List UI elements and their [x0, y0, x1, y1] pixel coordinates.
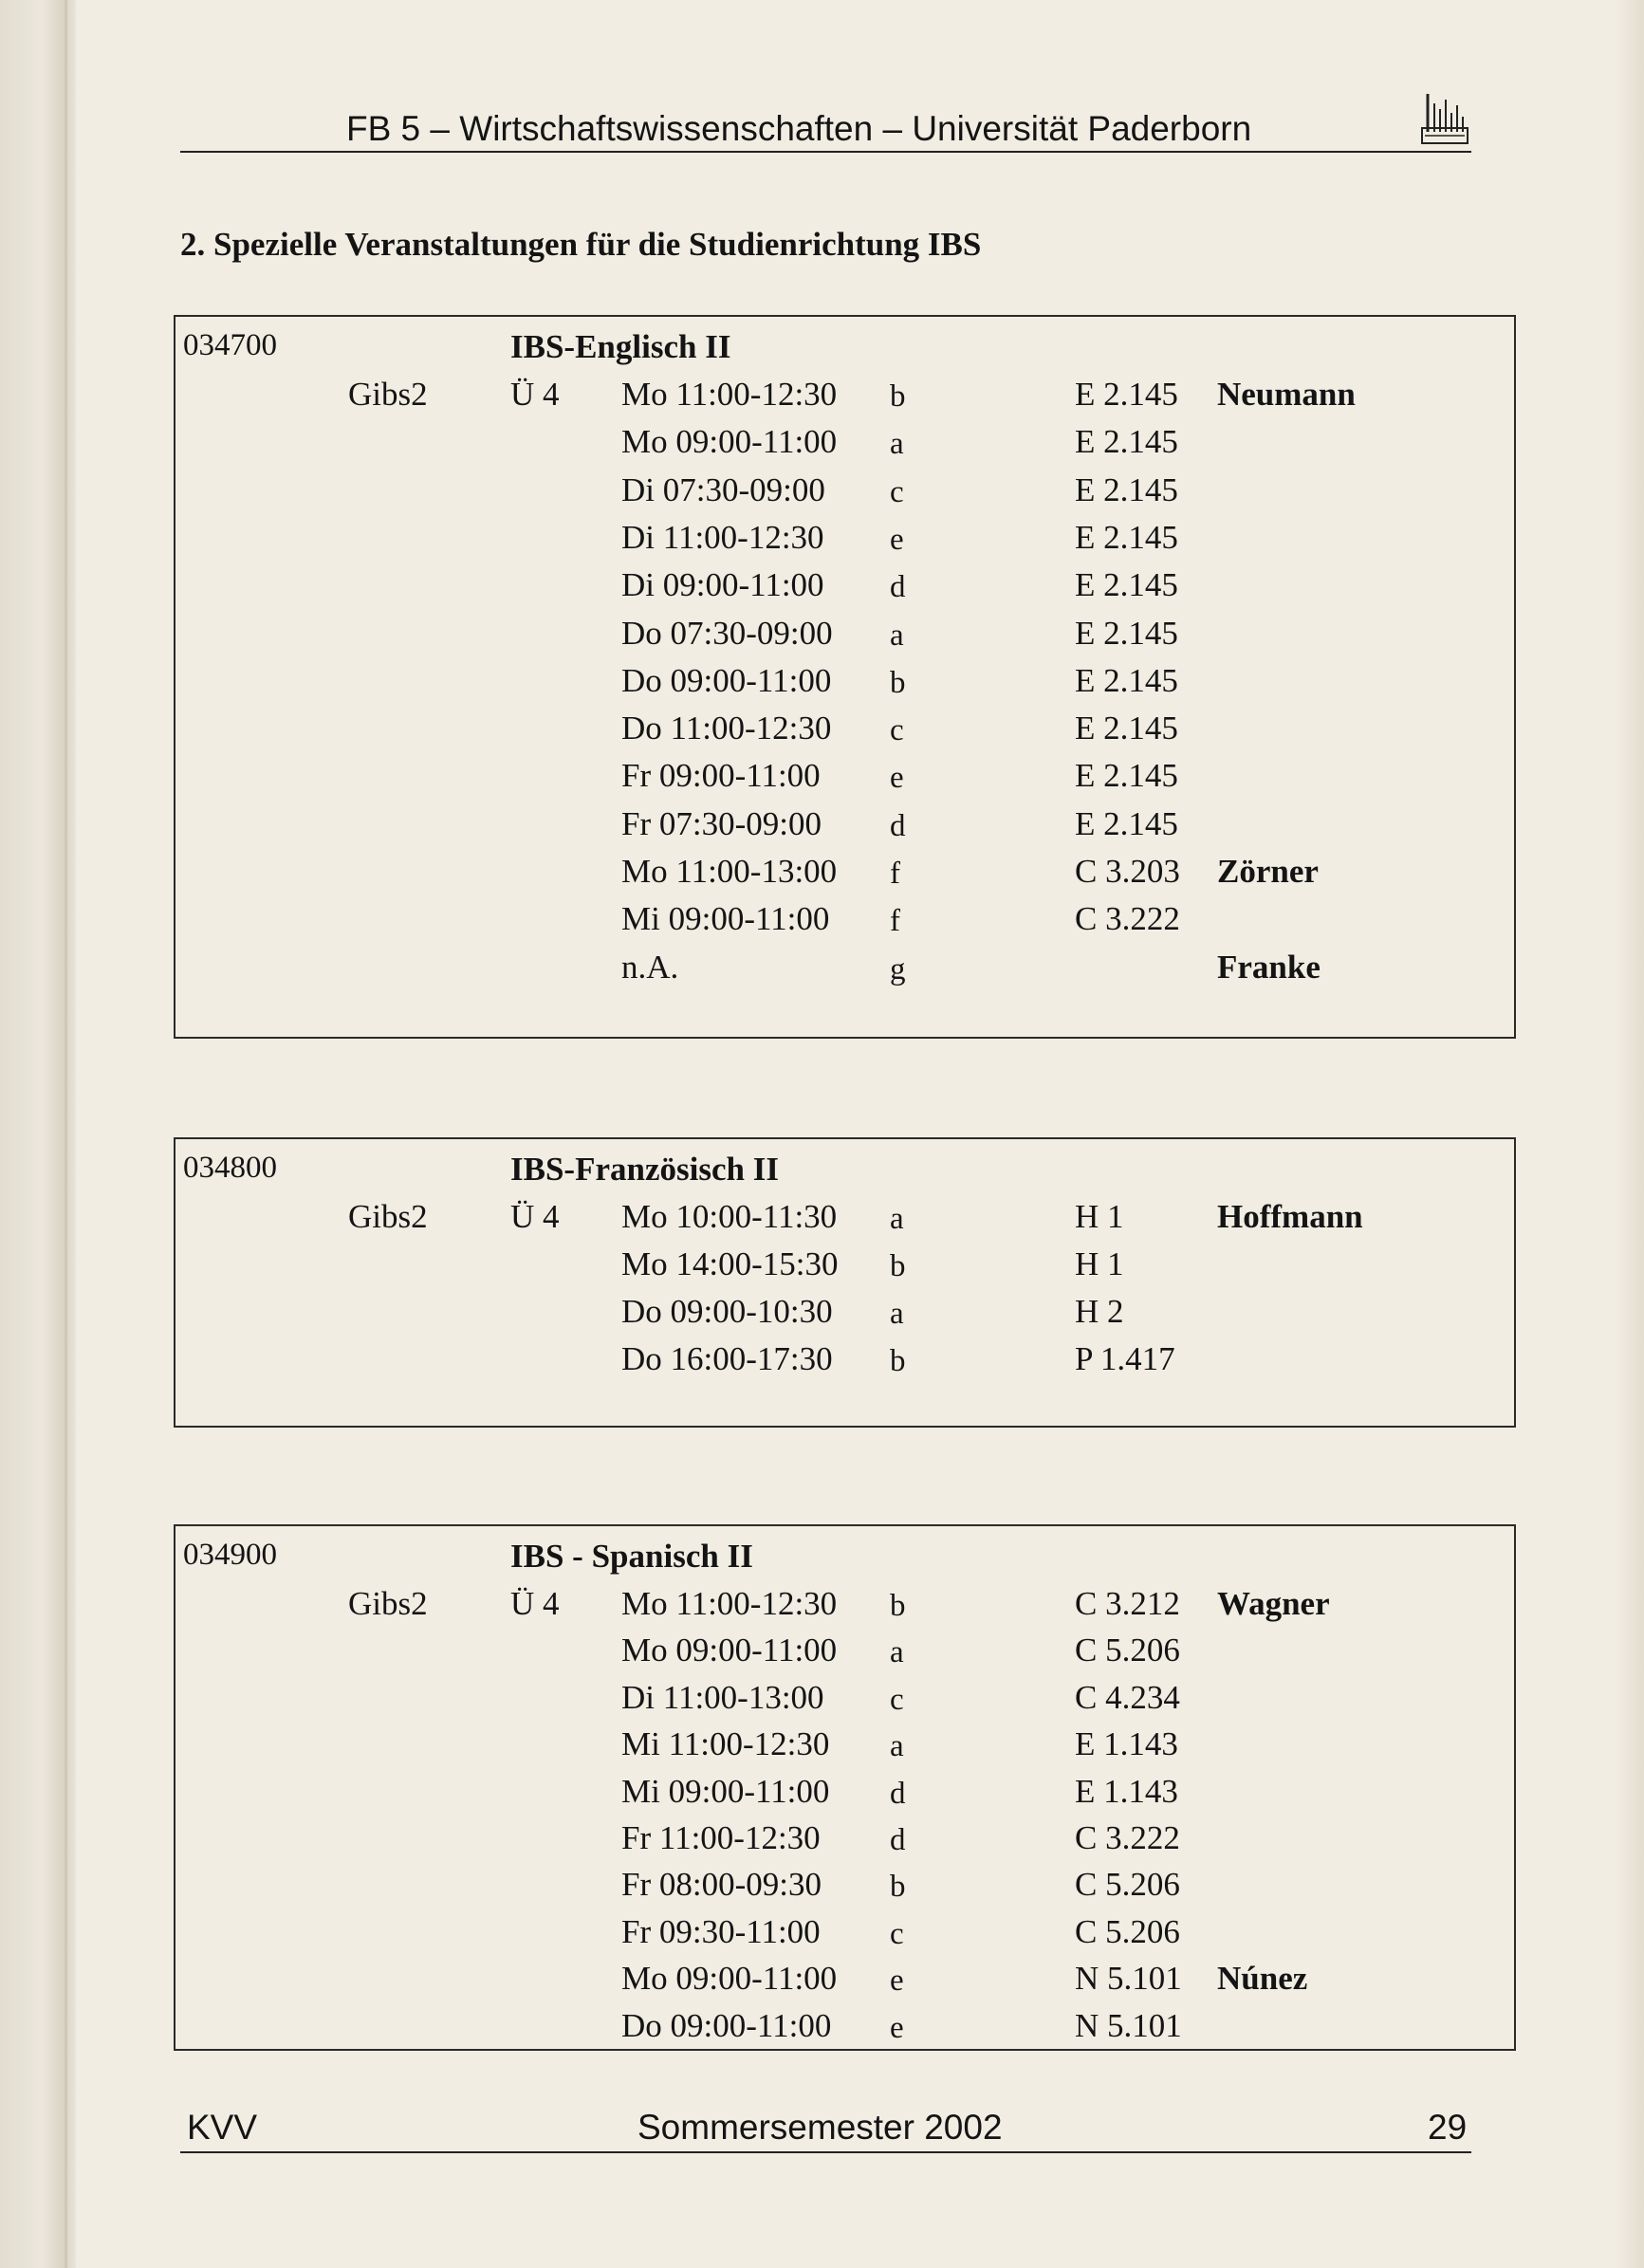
session-row: [175, 2007, 1514, 2055]
session-time: Fr 11:00-12:30: [621, 1819, 821, 1856]
university-logo-icon: [1420, 90, 1469, 147]
session-room: E 2.145: [1075, 661, 1178, 699]
session-group: a: [890, 1729, 904, 1764]
session-teacher: Franke: [1217, 948, 1321, 986]
binding-edge: [65, 0, 67, 2268]
session-row: [175, 1819, 1514, 1867]
session-row: [175, 1198, 1514, 1245]
session-time: Mo 09:00-11:00: [621, 1960, 838, 1998]
session-group: b: [890, 379, 906, 414]
session-teacher: Núnez: [1217, 1960, 1308, 1998]
session-room: E 2.145: [1075, 566, 1178, 604]
session-room: E 2.145: [1075, 518, 1178, 556]
session-room: C 3.203: [1075, 853, 1180, 890]
session-group: e: [890, 522, 904, 557]
session-group: f: [890, 857, 900, 891]
header-divider: [180, 151, 1471, 153]
session-time: Do 11:00-12:30: [621, 710, 832, 747]
session-room: E 2.145: [1075, 470, 1178, 508]
course-title: IBS-Französisch II: [510, 1151, 779, 1188]
session-time: Mo 14:00-15:30: [621, 1245, 839, 1282]
session-time: Di 11:00-13:00: [621, 1678, 824, 1716]
course-number: 034900: [183, 1538, 277, 1572]
session-group: d: [890, 570, 906, 605]
section-heading: 2. Spezielle Veranstaltungen für die Studienrichtung IBS: [180, 226, 982, 263]
session-row: [175, 1725, 1514, 1773]
session-time: Fr 09:00-11:00: [621, 757, 821, 795]
session-group: a: [890, 427, 904, 462]
session-group: b: [890, 1344, 906, 1378]
session-row: [175, 853, 1514, 900]
session-group: a: [890, 618, 904, 653]
session-row: [175, 1866, 1514, 1913]
course-box: [174, 1137, 1516, 1428]
session-row: [175, 949, 1514, 996]
session-group: b: [890, 1870, 906, 1905]
course-number: 034700: [183, 328, 277, 362]
session-group: a: [890, 1297, 904, 1331]
course-number: 034800: [183, 1151, 277, 1185]
course-group: Gibs2: [348, 1585, 428, 1622]
session-row: [175, 423, 1514, 470]
session-time: Mi 11:00-12:30: [621, 1725, 830, 1763]
session-room: E 2.145: [1075, 804, 1178, 842]
session-group: d: [890, 1776, 906, 1811]
course-box: [174, 315, 1516, 1039]
session-room: E 2.145: [1075, 423, 1178, 461]
course-type: Ü 4: [510, 376, 560, 413]
session-time: Fr 09:30-11:00: [621, 1912, 821, 1950]
session-row: [175, 471, 1514, 519]
session-time: Do 09:00-11:00: [621, 2006, 832, 2044]
session-room: P 1.417: [1075, 1340, 1175, 1377]
session-room: E 2.145: [1075, 710, 1178, 747]
session-time: Mo 11:00-13:00: [621, 853, 838, 890]
session-time: Di 11:00-12:30: [621, 518, 824, 556]
session-row: [175, 566, 1514, 614]
session-time: Mo 09:00-11:00: [621, 1632, 838, 1669]
session-group: c: [890, 474, 904, 509]
session-row: [175, 900, 1514, 948]
session-room: H 2: [1075, 1293, 1124, 1330]
session-time: Do 09:00-11:00: [621, 661, 832, 699]
session-room: N 5.101: [1075, 1960, 1182, 1998]
session-row: [175, 1679, 1514, 1726]
session-teacher: Neumann: [1217, 376, 1356, 413]
session-time: Fr 08:00-09:30: [621, 1866, 822, 1904]
session-row: [175, 805, 1514, 853]
session-group: g: [890, 951, 906, 986]
page-right-edge: [1616, 0, 1644, 2268]
session-group: e: [890, 1964, 904, 1999]
session-row: [175, 615, 1514, 662]
course-title: IBS-Englisch II: [510, 328, 731, 365]
page-header-title: FB 5 – Wirtschaftswissenschaften – Universität Paderborn: [346, 109, 1252, 148]
session-row: [175, 662, 1514, 710]
session-time: Fr 07:30-09:00: [621, 804, 822, 842]
session-group: d: [890, 808, 906, 843]
session-time: Mo 09:00-11:00: [621, 423, 838, 461]
course-type: Ü 4: [510, 1585, 560, 1622]
session-time: Mo 11:00-12:30: [621, 1585, 838, 1622]
footer-kvv: KVV: [187, 2108, 258, 2147]
session-room: C 5.206: [1075, 1912, 1180, 1950]
session-room: C 5.206: [1075, 1866, 1180, 1904]
session-room: E 1.143: [1075, 1725, 1178, 1763]
course-type: Ü 4: [510, 1198, 560, 1235]
course-title: IBS - Spanisch II: [510, 1538, 753, 1575]
session-time: Mo 11:00-12:30: [621, 376, 838, 413]
session-room: C 3.212: [1075, 1585, 1180, 1622]
session-room: E 2.145: [1075, 376, 1178, 413]
session-time: Mo 10:00-11:30: [621, 1198, 838, 1235]
session-row: [175, 710, 1514, 757]
session-group: c: [890, 1916, 904, 1951]
session-room: H 1: [1075, 1245, 1124, 1282]
session-group: b: [890, 1589, 906, 1623]
session-row: [175, 757, 1514, 804]
session-time: Di 09:00-11:00: [621, 566, 824, 604]
session-row: [175, 376, 1514, 423]
session-room: E 1.143: [1075, 1772, 1178, 1810]
session-time: Mi 09:00-11:00: [621, 1772, 830, 1810]
session-room: H 1: [1075, 1198, 1124, 1235]
session-row: [175, 1340, 1514, 1388]
session-row: [175, 1245, 1514, 1293]
session-row: [175, 1960, 1514, 2007]
session-time: Do 09:00-10:30: [621, 1293, 833, 1330]
session-group: b: [890, 1249, 906, 1283]
session-group: e: [890, 761, 904, 796]
footer-semester: Sommersemester 2002: [637, 2108, 1003, 2147]
session-group: d: [890, 1823, 906, 1857]
session-teacher: Zörner: [1217, 853, 1319, 890]
session-teacher: Wagner: [1217, 1585, 1330, 1622]
footer-divider: [180, 2151, 1471, 2153]
session-room: C 3.222: [1075, 900, 1180, 938]
page-number: 29: [1428, 2108, 1468, 2147]
session-room: C 5.206: [1075, 1632, 1180, 1669]
session-teacher: Hoffmann: [1217, 1198, 1363, 1235]
session-row: [175, 519, 1514, 566]
session-room: N 5.101: [1075, 2006, 1182, 2044]
session-row: [175, 1632, 1514, 1679]
session-time: Mi 09:00-11:00: [621, 900, 830, 938]
session-room: C 4.234: [1075, 1678, 1180, 1716]
session-group: a: [890, 1635, 904, 1670]
session-group: a: [890, 1202, 904, 1236]
session-time: Do 16:00-17:30: [621, 1340, 833, 1377]
session-group: b: [890, 665, 906, 700]
session-row: [175, 1293, 1514, 1340]
session-room: E 2.145: [1075, 614, 1178, 652]
session-group: c: [890, 713, 904, 748]
session-time: Di 07:30-09:00: [621, 470, 825, 508]
session-room: C 3.222: [1075, 1819, 1180, 1856]
session-room: E 2.145: [1075, 757, 1178, 795]
session-row: [175, 1773, 1514, 1820]
session-row: [175, 1585, 1514, 1632]
session-group: c: [890, 1682, 904, 1717]
session-time: n.A.: [621, 948, 679, 986]
session-group: f: [890, 904, 900, 939]
course-group: Gibs2: [348, 376, 428, 413]
session-time: Do 07:30-09:00: [621, 614, 833, 652]
session-group: e: [890, 2010, 904, 2045]
course-box: [174, 1524, 1516, 2051]
session-row: [175, 1913, 1514, 1961]
course-group: Gibs2: [348, 1198, 428, 1235]
